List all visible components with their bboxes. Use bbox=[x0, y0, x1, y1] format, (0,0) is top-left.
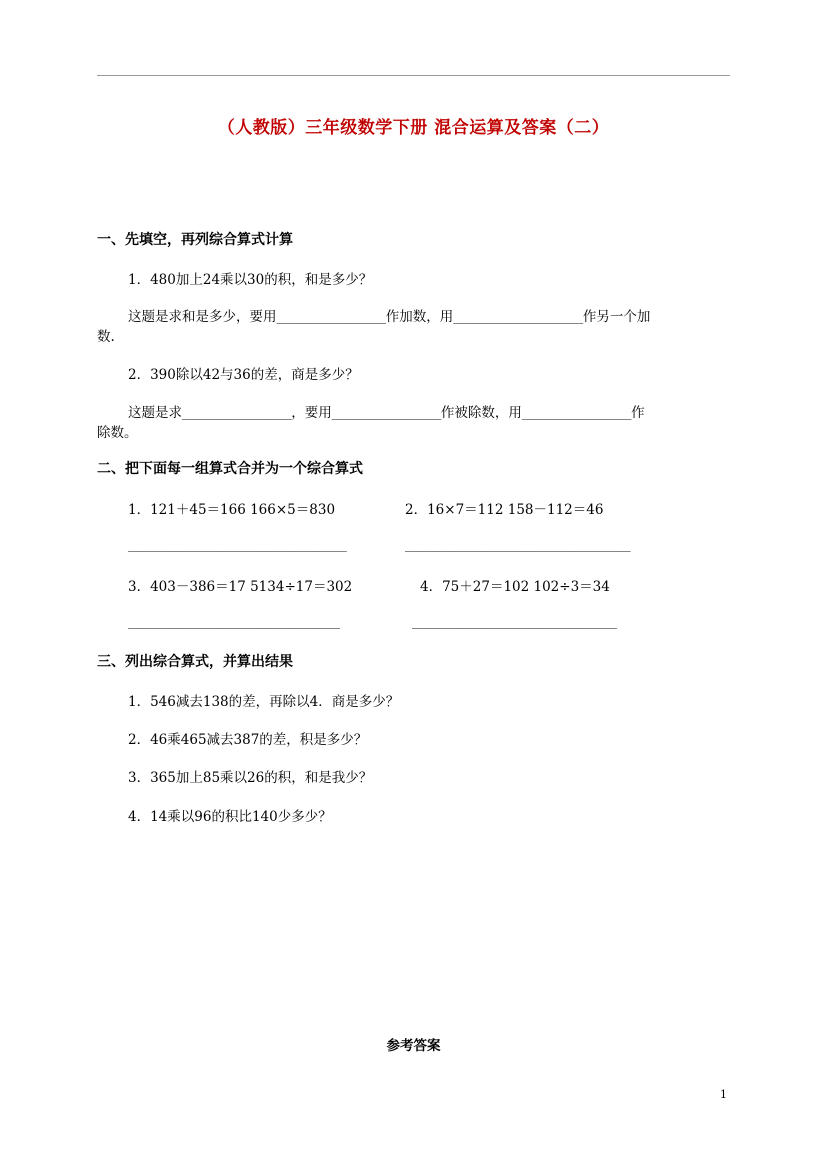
page-title: （人教版）三年级数学下册 混合运算及答案（二） bbox=[217, 118, 610, 138]
s3-q3: 3．365加上85乘以26的积，和是我少？ bbox=[128, 770, 373, 786]
answer-heading: 参考答案 bbox=[386, 1038, 441, 1054]
s1-q1: 1．480加上24乘以30的积，和是多少？ bbox=[128, 272, 373, 288]
s2-item-3: 3．403－386＝17 5134÷17＝302 bbox=[128, 579, 353, 595]
s2-answer-line-2[interactable]: _________________________________ bbox=[405, 538, 631, 552]
s1-q1-fill-b: 作加数，用 bbox=[385, 309, 454, 325]
s3-q2: 2．46乘465减去387的差，积是多少？ bbox=[128, 732, 368, 748]
blank-1[interactable]: ________________ bbox=[276, 310, 386, 324]
blank-5[interactable]: ________________ bbox=[521, 406, 632, 420]
s1-q1-fill-line bbox=[128, 305, 650, 325]
blank-2[interactable]: ___________________ bbox=[453, 310, 583, 324]
s1-q2-fill-line bbox=[128, 401, 645, 421]
section-3-heading: 三、列出综合算式，并算出结果 bbox=[97, 654, 293, 670]
s2-answer-line-1[interactable]: ________________________________ bbox=[128, 538, 347, 552]
blank-4[interactable]: ________________ bbox=[331, 406, 441, 420]
header-rule bbox=[97, 75, 730, 76]
s1-q2-fill-b: ，要用 bbox=[291, 405, 332, 421]
s2-item-1: 1．121＋45＝166 166×5＝830 bbox=[128, 502, 336, 518]
s1-q2-fill-a: 这题是求 bbox=[128, 405, 182, 421]
s2-answer-line-3[interactable]: _______________________________ bbox=[128, 615, 340, 629]
s2-item-4: 4．75＋27＝102 102÷3＝34 bbox=[420, 579, 610, 595]
s1-q1-fill-a: 这题是求和是多少，要用 bbox=[128, 309, 277, 325]
s1-q1-fill-d: 数. bbox=[97, 329, 115, 345]
s1-q1-fill-c: 作另一个加 bbox=[582, 309, 651, 325]
s3-q4: 4．14乘以96的积比140少多少？ bbox=[128, 809, 332, 825]
s1-q2-fill-d: 作 bbox=[631, 405, 645, 421]
s2-answer-line-4[interactable]: ______________________________ bbox=[412, 615, 617, 629]
section-2-heading: 二、把下面每一组算式合并为一个综合算式 bbox=[97, 461, 363, 477]
s2-item-2: 2．16×7＝112 158－112＝46 bbox=[405, 502, 604, 518]
blank-3[interactable]: ________________ bbox=[182, 406, 292, 420]
s1-q2-fill-c: 作被除数，用 bbox=[440, 405, 522, 421]
section-1-heading: 一、先填空，再列综合算式计算 bbox=[97, 232, 293, 248]
s3-q1: 1．546减去138的差，再除以4．商是多少？ bbox=[128, 694, 400, 710]
s1-q2: 2．390除以42与36的差，商是多少？ bbox=[128, 367, 359, 383]
s1-q2-fill-e: 除数。 bbox=[97, 425, 138, 441]
page-number: 1 bbox=[720, 1088, 727, 1101]
